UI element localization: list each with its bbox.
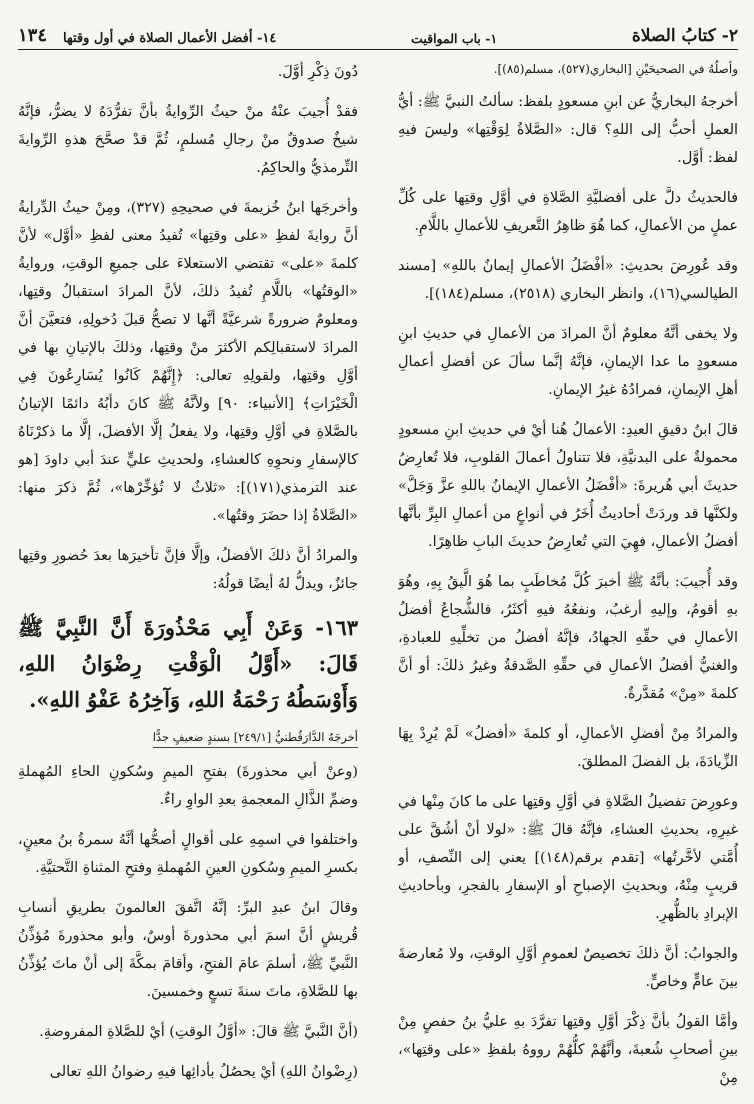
- paragraph: والمرادُ أنَّ ذلكَ الأفضلُ، وإلَّا فإنَّ تأخيرَها بعدَ حُضورِ وقتِها جائزٌ، ويدلُّ لهُ أيضًا قولُهُ:: [18, 548, 358, 592]
- paragraph: والجوابُ: أنَّ ذلكَ تخصيصٌ لعمومِ أوَّلِ الوقتِ، ولا مُعارضةَ بينَ عامٍّ وخاصٍّ.: [398, 946, 738, 990]
- paragraph: قالَ ابنُ دقيقِ العيدِ: الأعمالُ هُنا أيْ في حديثِ ابنِ مسعودٍ محمولةٌ على البدنيَّةِ، فلا تتناولُ أعمالَ القلوبِ، فلا تُعارِضُ حديثَ أبي هُريرةَ: «أفْضَلُ الأعمالِ الإيمانُ باللهِ عزَّ وَجَلَّ» ولكنَّها قد وردَتْ أحاديثُ أُخَرُ في أنواعٍ من أعمالِ البِرِّ بأنَّها أفضلُ الأعمالِ، فهِيَ التي تُعارِضُ حديثَ البابِ ظاهِرًا.: [398, 422, 738, 550]
- paragraph: فقدْ أُجيبَ عنْهُ منْ حيثُ الرِّوايةُ بأنَّ تفرُّدَهُ لا يضرُّ، فإنَّهُ شيخٌ صدوقٌ منْ رجالِ مُسلمٍ، ثُمَّ قدْ صحَّحَ هذهِ الرِّوايةَ التِّرمذيُّ والحاكِمُ.: [18, 104, 358, 176]
- paragraph: وأخرجَها ابنُ خُزيمةَ في صحيحِهِ (٣٢٧)، ومِنْ حيثُ الدِّرايةُ أنَّ روايةَ لفظِ «على وقتِها» تُفيدُ معنى لفظِ «أوَّل» لأنَّ كلمةَ «على» تقتضي الاستعلاءَ على جميعِ الوقتِ، وروايةُ «الوقتُها» باللَّامِ تُفيدُ ذلكَ، لأنَّ المرادَ استقبالُ وقتِها، ومعلومٌ ضرورةً شرعيَّةً أنَّها لا تصحُّ قبلَ دُخولِهِ، فتعيَّنَ أنَّ المرادَ لاستقبالِكم الأكثرَ منْ وقتِها، وذلكَ بالإتيانِ بها في أوَّلِ وقتِها، ولقولِهِ تعالى: ﴿إِنَّهُمْ كَانُوا يُسَارِعُونَ فِي الْخَيْرَاتِ﴾ [الأنبياء: ٩٠] ولأنَّهُ ﷺ كانَ دأبُهُ دائمًا الإتيانُ بالصَّلاةِ في أوَّلِ وقتِها، ولا يفعلُ إلَّا الأفضلَ، إلَّا ما ذكرْنَاهُ كالإسفارِ ونحوِهِ كالعشاءِ، ولحديثِ عليٍّ عندَ أبي داودَ [هو عند الترمذي(١٧١)]: «ثلاثٌ لا تُؤخِّرْها»، ثُمَّ ذكرَ منها: «الصَّلاةُ إذا حضَرَ وقتُها».: [18, 200, 358, 524]
- paragraph: فالحديثُ دلَّ على أفضليَّةِ الصَّلاةِ في أوَّلِ وقتِها على كُلِّ عملٍ من الأعمالِ، كما هُوَ ظاهِرُ التَّعريفِ للأعمالِ باللَّامِ.: [398, 190, 738, 234]
- paragraph: والمرادُ مِنْ أفضلِ الأعمالِ، أو كلمةَ «أفضلُ» لَمْ يُرِدْ بِهَا الزِّيادَةَ، بل الفضلَ المطلقَ.: [398, 726, 738, 770]
- topic-title: ١٤- أفضل الأعمال الصلاة في أول وقتها: [63, 31, 277, 46]
- paragraph: وأمَّا القولُ بأنَّ ذِكْرَ أوَّلِ وقتِها تفرَّدَ بهِ عليُّ بنُ حفصٍ مِنْ بينِ أصحابِ شُعبةَ، وأنَّهُمْ كلُّهُمْ رووهُ بلفظِ «على وقتِها»، مِنْ: [398, 1014, 738, 1086]
- paragraph: وعورِضَ تفضيلُ الصَّلاةِ في أوَّلِ وقتِها على ما كانَ مِنْها في غيرِهِ، بحديثِ العشاءِ، فإنَّهُ قالَ ﷺ: «لولا أنْ أشُقَّ على أُمَّتي لأخَّرتُها» [تقدم برقم(١٤٨)] يعني إلى النِّصفِ، أو قريبٍ مِنْهُ، وبحديثِ الإصباحِ أو الإسفارِ بالفجرِ، وبأحاديثِ الإبرادِ بالظُّهرِ.: [398, 794, 738, 922]
- paragraph: ولا يخفى أنَّهُ معلومٌ أنَّ المرادَ من الأعمالِ في حديثِ ابنِ مسعودٍ ما عدا الإيمانِ، فإنَّهُ إنَّما سألَ عن أفضلِ أعمالِ أهلِ الإيمانِ، فمرادُهُ غيرُ الإيمانِ.: [398, 326, 738, 398]
- right-column: [398, 58, 738, 1088]
- page-header: [18, 10, 738, 50]
- hadith-source: أخرجَهُ الدَّارَقُطنيُّ [٢٤٩/١] بسندٍ ضعيفٍ جدًّا: [153, 727, 358, 748]
- paragraph: وقد عُورِضَ بحديثِ: «أفْضَلُ الأعمالِ إيمانٌ باللهِ» [مسند الطيالسي(١٦)، وانظر البخاري (٢٥١٨)، مسلم(١٨٤)].: [398, 258, 738, 302]
- chapter-title: ١- باب المواقيت: [411, 31, 498, 46]
- paragraph: (رِضْوانُ اللهِ) أيْ يحصُلُ بأدائِها فيهِ رضوانُ اللهِ تعالى: [49, 1064, 358, 1080]
- header-left-group: [18, 25, 276, 46]
- paragraph: (وعنْ أبي محذورةَ) بفتحِ الميمِ وسُكونِ الحاءِ المُهملةِ وضمِّ الذَّالِ المعجمةِ بعدِ الواوِ راءٌ.: [18, 764, 358, 808]
- document-page: [18, 10, 738, 1090]
- page-number: ١٣٤: [18, 25, 48, 46]
- paragraph: (أنَّ النَّبيَّ ﷺ قالَ: «أوَّلُ الوقتِ) أيْ للصَّلاةِ المفروضةِ.: [39, 1024, 358, 1040]
- source-note: وأصلُهُ في الصحيحَيْنِ [البخاري(٥٢٧)، مسلم(٨٥)].: [493, 62, 738, 76]
- paragraph: دُونَ ذِكْرِ أوَّلَ.: [277, 64, 358, 80]
- left-column: [18, 58, 358, 1088]
- hadith-text: ١٦٣- وَعَنْ أَبِي مَحْذُورَةَ أَنَّ النَّبِيَّ ﷺ قَالَ: «أَوَّلُ الْوَقْتِ رِضْوَانُ اللهِ، وَأَوْسَطُهُ رَحْمَةُ اللهِ، وَآخِرُهُ عَفْوُ اللهِ».: [18, 615, 358, 712]
- paragraph: وقد أُجيبَ: بأنَّهُ ﷺ أخبرَ كُلَّ مُخاطَبٍ بما هُوَ الَّيقُ بِهِ، وهُوَ بهِ أقومُ، وإليهِ أرغبُ، ونفعُهُ فيهِ أكثَرُ، فالشُّجاعُ أفضلُ الأعمالِ في حقِّهِ الجهادُ، فإنَّهُ أفضلُ من تخلِّيهِ للعبادةِ، والغنيُّ أفضلُ الأعمالِ في حقِّهِ الصَّدقةُ وغيرُ ذلكَ: أو أنَّ كلمةَ «مِنْ» مُقدَّرةٌ.: [398, 574, 738, 702]
- paragraph: وقالَ ابنُ عبدِ البرِّ: إنَّهُ اتَّفقَ العالمونَ بطريقِ أنسابِ قُريشٍ أنَّ اسمَ أبي محذورةَ أوسٌ، وأبو محذورةَ مُؤذِّنُ النَّبيِّ ﷺ، أسلمَ عامَ الفتحِ، وأقامَ بمكَّةَ إلى أنْ ماتَ يُؤذِّنُ بها للصَّلاةِ، ماتَ سنةَ تسعٍ وخمسينَ.: [18, 900, 358, 1000]
- paragraph: أخرجهُ البخاريُّ عن ابنِ مسعودٍ بلفظ: سألتُ النبيَّ ﷺ: أيُّ العملِ أحبُّ إلى اللهِ؟ قال: «الصَّلاةُ لِوَقْتِها» وليسَ فيهِ لفظ: أوَّل.: [398, 94, 738, 166]
- book-title: ٢- كتابُ الصلاة: [631, 26, 738, 46]
- paragraph: واختلفوا في اسمِهِ على أقوالٍ أصحُّها أنَّهُ سمرةُ بنُ معينٍ، بكسرِ الميمِ وسُكونِ العينِ المُهملةِ وفتحِ المثناةِ التَّحتيَّةِ.: [18, 832, 358, 876]
